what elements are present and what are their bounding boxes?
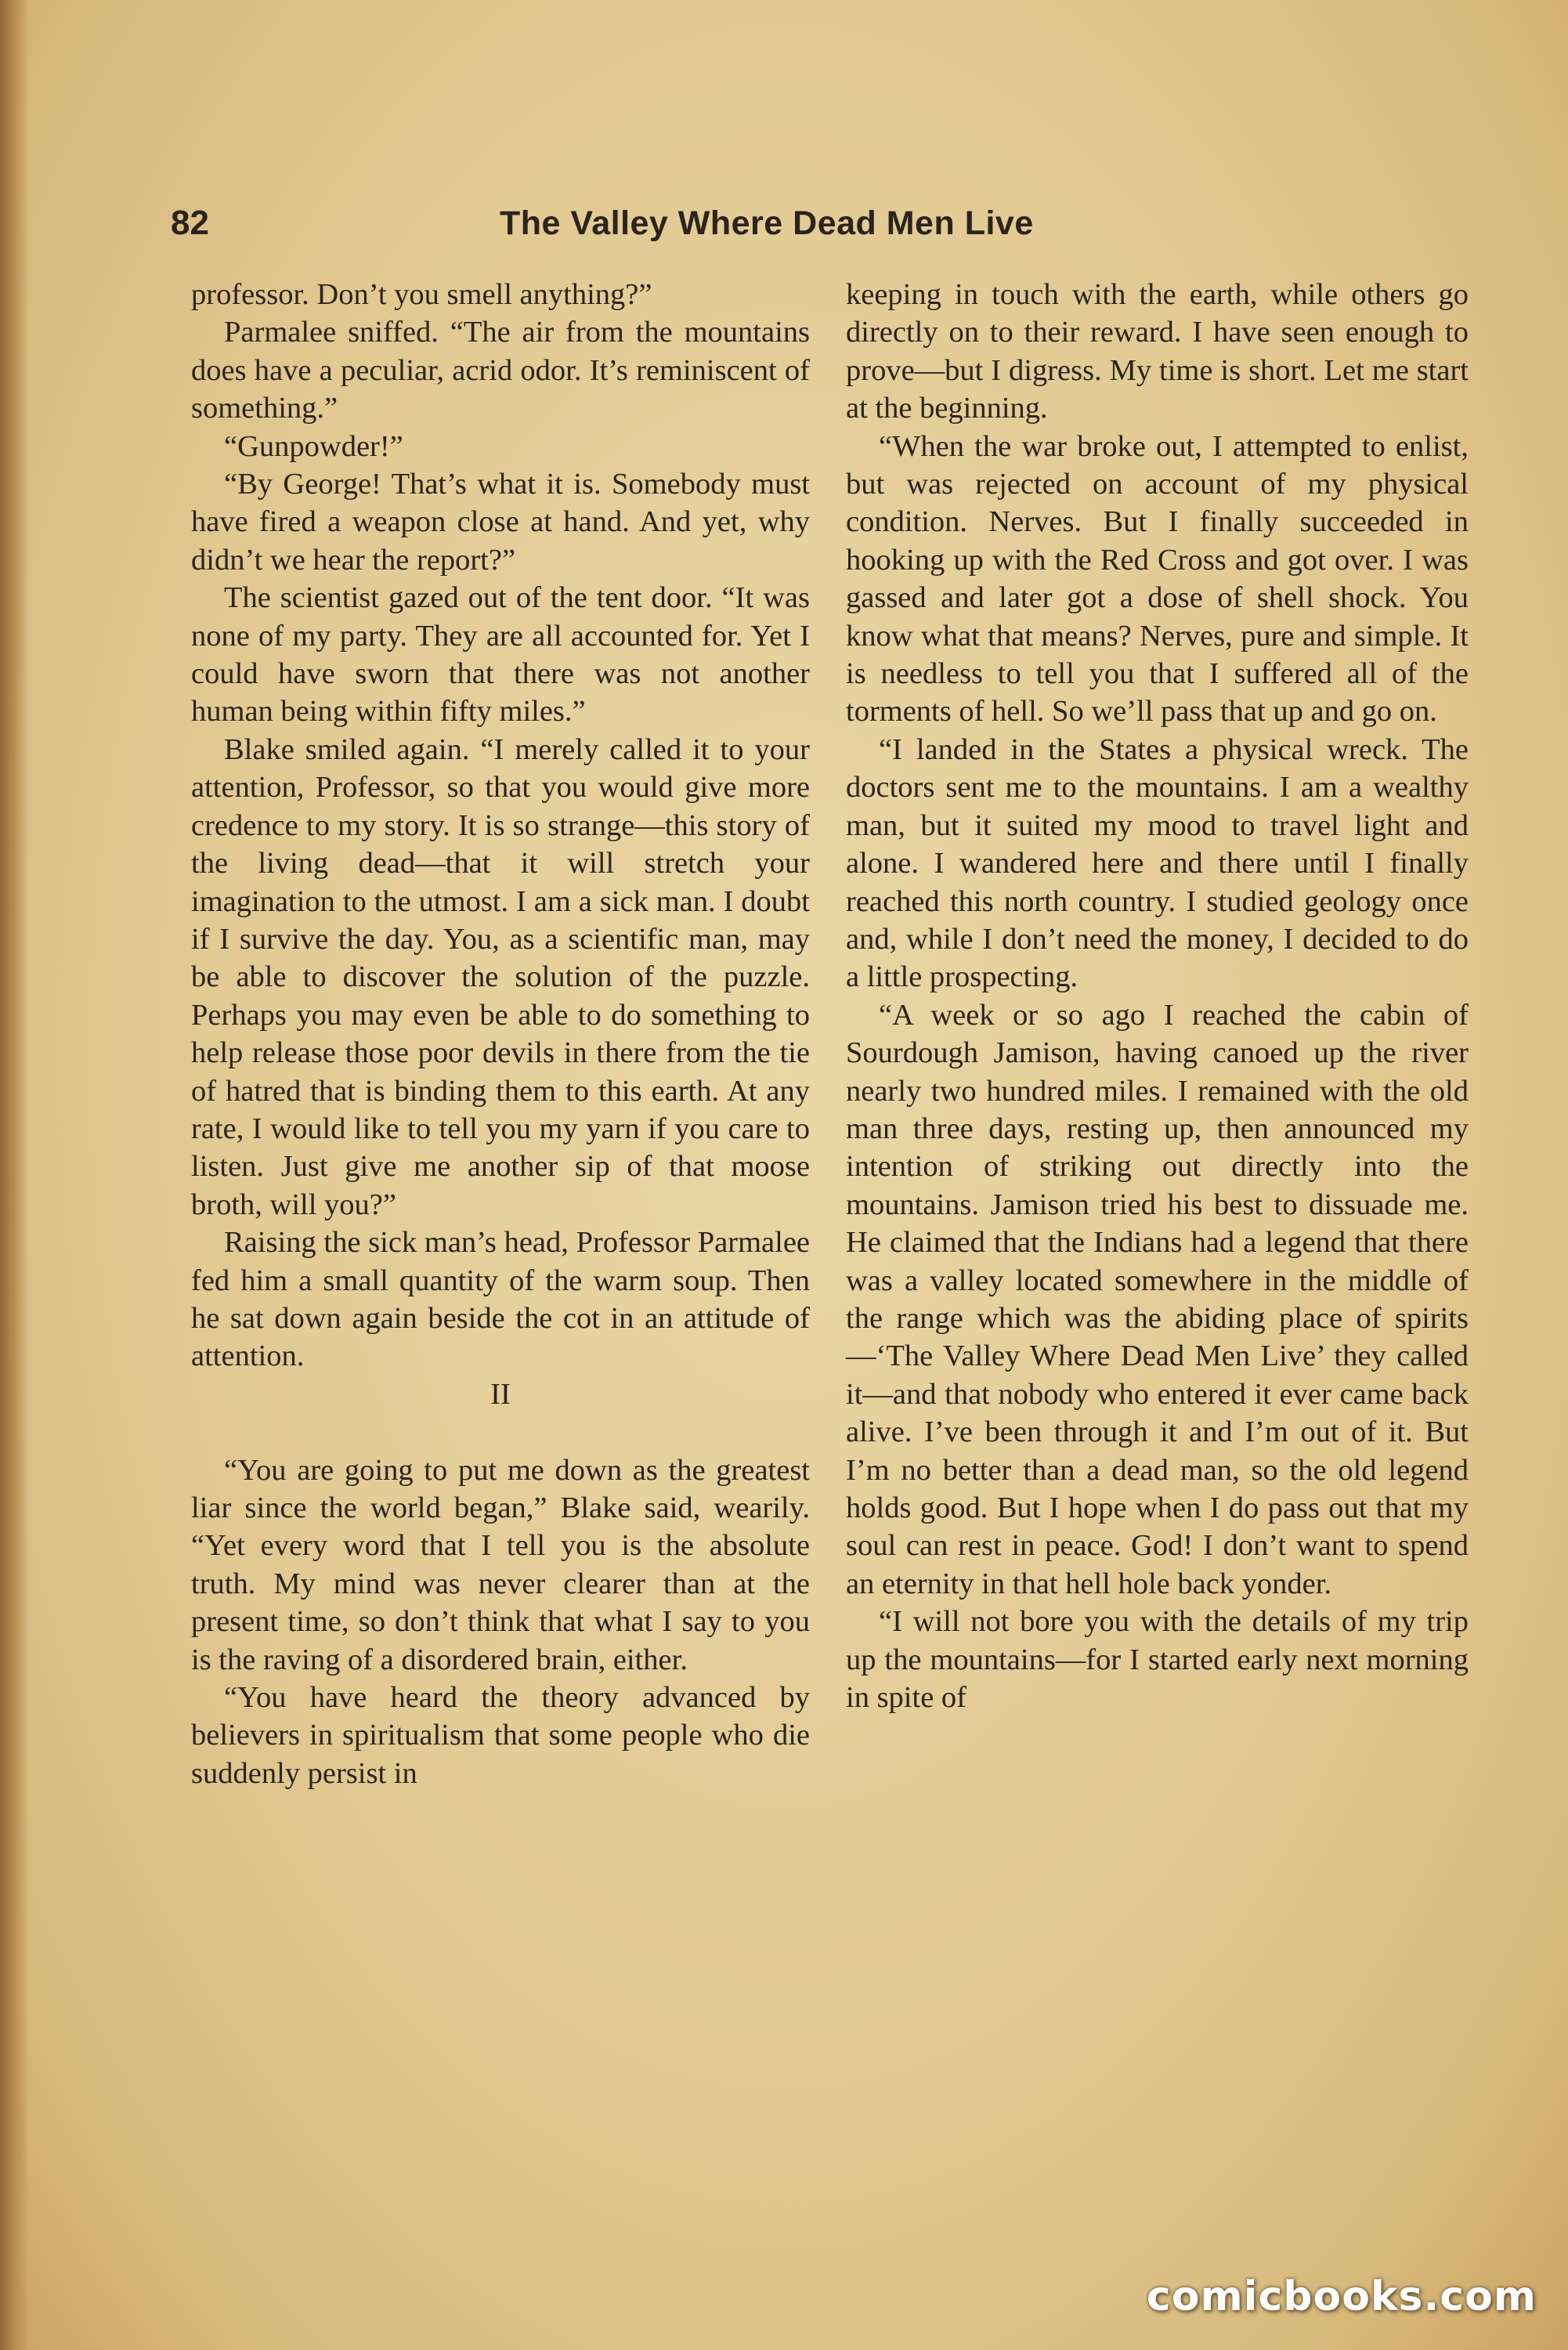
section-heading: II: [490, 1377, 511, 1411]
paragraph: “I will not bore you with the details of my trip up the mountains—for I started early next morning in spite of: [846, 1605, 1469, 1715]
left-text-column: [191, 276, 810, 1792]
paragraph: Parmalee sniffed. “The air from the mountains does have a peculiar, acrid odor. It’s reminiscent of something.”: [191, 316, 810, 425]
paragraph: “I landed in the States a physical wreck. The doctors sent me to the mountains. I am a wealthy man, but it suited my mood to travel light and alone. I wandered here and there until I finally reached this north country. I studied geology once and, while I don’t need the money, I decided to do a little prospecting.: [846, 732, 1469, 994]
running-title: The Valley Where Dead Men Live: [500, 204, 1034, 242]
page-binding-edge: [0, 0, 30, 2350]
paragraph: keeping in touch with the earth, while others go directly on to their reward. I have seen enough to prove—but I digress. My time is short. Let me start at the beginning.: [846, 278, 1469, 425]
paragraph: “You have heard the theory advanced by believers in spiritualism that some people who die suddenly persist in: [191, 1681, 810, 1790]
paragraph: professor. Don’t you smell anything?”: [191, 278, 652, 311]
paragraph: “Gunpowder!”: [224, 429, 403, 463]
right-text-column: [846, 276, 1469, 1716]
paragraph: “You are going to put me down as the greatest liar since the world began,” Blake said, wearily. “Yet every word that I tell you is the absolute truth. My mind was never clearer than at the present time, so don’t think that what I say to you is the raving of a disordered brain, either.: [191, 1453, 810, 1676]
paragraph: “When the war broke out, I attempted to enlist, but was rejected on account of my physical condition. Nerves. But I finally succeeded in hooking up with the Red Cross and got over. I was gassed and later got a dose of shell shock. You know what that means? Nerves, pure and simple. It is needless to tell you that I suffered all of the torments of hell. So we’ll pass that up and go on.: [846, 429, 1469, 728]
paragraph: The scientist gazed out of the tent door. “It was none of my party. They are all accounted for. Yet I could have sworn that there was not another human being within fifty miles.”: [191, 581, 810, 728]
site-watermark: comicbooks.com: [1146, 2273, 1537, 2320]
page-number: 82: [171, 204, 209, 242]
page-header: [171, 200, 1471, 247]
paragraph: Blake smiled again. “I merely called it to your attention, Professor, so that you would give more credence to my story. It is so strange—this story of the living dead—that it will stretch your imagination to the utmost. I am a sick man. I doubt if I survive the day. You, as a scientific man, may be able to discover the solution of the puzzle. Perhaps you may even be able to do something to help release those poor devils in there from the tie of hatred that is binding them to this earth. At any rate, I would like to tell you my yarn if you care to listen. Just give me another sip of that moose broth, will you?”: [191, 732, 810, 1221]
paragraph: “By George! That’s what it is. Somebody must have fired a weapon close at hand. And yet, why didn’t we hear the report?”: [191, 468, 810, 577]
paragraph: Raising the sick man’s head, Professor Parmalee fed him a small quantity of the warm soup. Then he sat down again beside the cot in an attitude of attention.: [191, 1226, 810, 1373]
paragraph: “A week or so ago I reached the cabin of Sourdough Jamison, having canoed up the river nearly two hundred miles. I remained with the old man three days, resting up, then announced my intention of striking out directly into the mountains. Jamison tried his best to dissuade me. He claimed that the Indians had a legend that there was a valley located somewhere in the middle of the range which was the abiding place of spirits—‘The Valley Where Dead Men Live’ they called it—and that nobody who entered it ever came back alive. I’ve been through it and I’m out of it. But I’m no better than a dead man, so the old legend holds good. But I hope when I do pass out that my soul can rest in peace. God! I don’t want to spend an eternity in that hell hole back yonder.: [846, 998, 1469, 1600]
